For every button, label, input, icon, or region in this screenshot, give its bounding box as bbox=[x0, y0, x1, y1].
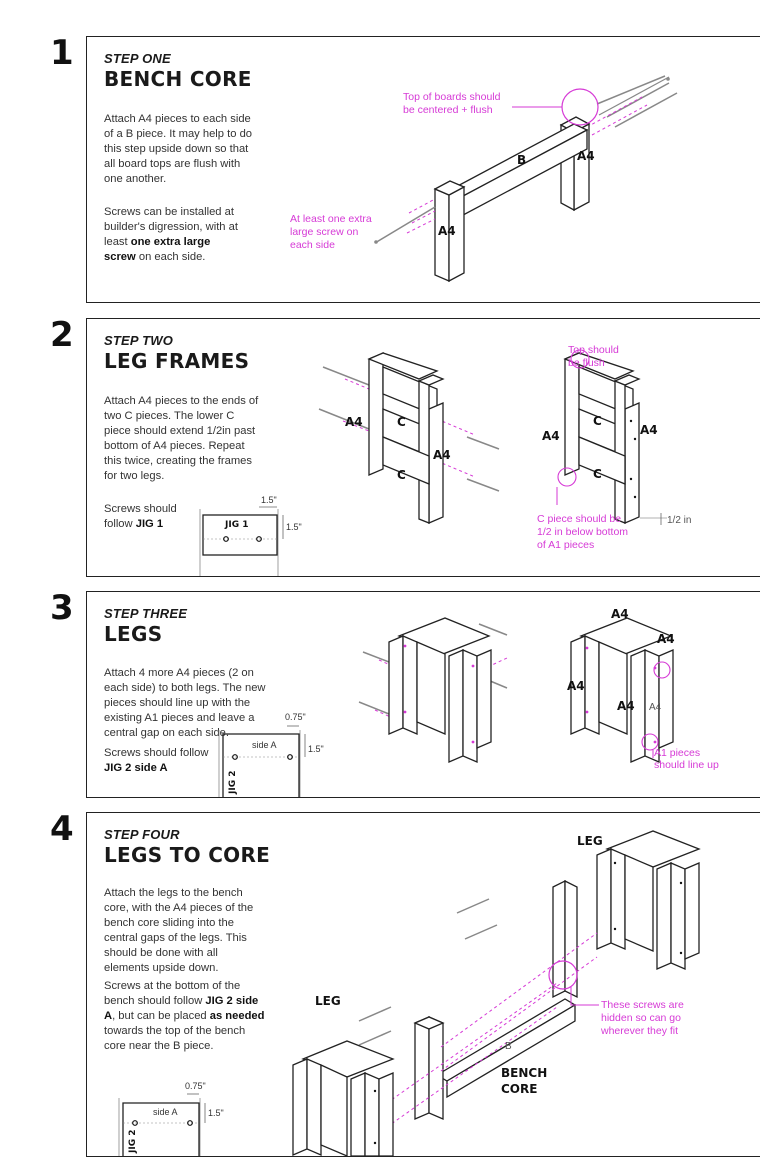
bench-core-diagram bbox=[87, 37, 760, 302]
jig-two bbox=[119, 1081, 224, 1156]
jig-two bbox=[219, 712, 324, 797]
step-screw-note: Screws should follow JIG 1 bbox=[104, 503, 177, 530]
step-title: BENCH CORE bbox=[104, 67, 252, 91]
legs-diagram bbox=[87, 592, 760, 797]
step-title: LEG FRAMES bbox=[104, 349, 250, 373]
svg-text:0.75": 0.75" bbox=[185, 1081, 206, 1091]
svg-text:C: C bbox=[593, 414, 602, 428]
svg-text:LEG: LEG bbox=[315, 994, 341, 1008]
svg-text:1.5": 1.5" bbox=[208, 1108, 224, 1118]
step-screw-note: Screws can be installed at builder's digression, with at least one extra large screw on each side. bbox=[104, 206, 238, 263]
svg-text:A1 pieces: A1 pieces bbox=[654, 747, 701, 759]
leg-frame-a bbox=[319, 353, 499, 523]
svg-text:These screws are: These screws are bbox=[601, 999, 684, 1011]
svg-text:A4: A4 bbox=[640, 423, 658, 437]
piece-label: B bbox=[517, 153, 527, 167]
svg-text:C: C bbox=[397, 415, 406, 429]
note-text: each side bbox=[290, 239, 335, 251]
svg-text:should line up: should line up bbox=[654, 759, 719, 771]
svg-text:1.5": 1.5" bbox=[286, 522, 302, 532]
piece-label: A4 bbox=[577, 149, 595, 163]
leg-label: LEG bbox=[577, 834, 603, 848]
step-number: 2 bbox=[50, 315, 74, 355]
svg-text:A4: A4 bbox=[649, 702, 662, 713]
leg-a bbox=[359, 618, 507, 762]
step-two-panel bbox=[86, 318, 760, 577]
step-description: Attach A4 pieces to each side of a B piece. It may help to do this step upside down so that all board tops are flush with one another. bbox=[104, 113, 253, 185]
step-label: STEP TWO bbox=[104, 333, 174, 348]
svg-text:A4: A4 bbox=[567, 679, 585, 693]
svg-text:A4: A4 bbox=[617, 699, 635, 713]
svg-text:1.5": 1.5" bbox=[261, 495, 277, 505]
note-text: be centered + flush bbox=[403, 104, 493, 116]
svg-text:1/2 in: 1/2 in bbox=[667, 515, 692, 526]
step-label: STEP THREE bbox=[104, 606, 188, 621]
svg-text:BENCH: BENCH bbox=[501, 1066, 548, 1080]
note-text: At least one extra bbox=[290, 213, 372, 225]
svg-text:hidden so can go: hidden so can go bbox=[601, 1012, 681, 1024]
step-title: LEGS bbox=[104, 622, 163, 646]
svg-text:C: C bbox=[593, 467, 602, 481]
step-four-panel bbox=[86, 812, 760, 1157]
step-three-panel bbox=[86, 591, 760, 798]
leg-right bbox=[597, 831, 699, 969]
step-screw-note: Screws should follow JIG 2 side A bbox=[104, 747, 209, 774]
note-text: Top of boards should bbox=[403, 91, 501, 103]
leg-frames-diagram bbox=[87, 319, 760, 576]
step-number: 4 bbox=[50, 809, 74, 849]
step-label: STEP FOUR bbox=[104, 827, 180, 842]
step-label: STEP ONE bbox=[104, 51, 171, 66]
svg-text:JIG 2: JIG 2 bbox=[228, 770, 238, 794]
svg-text:1.5": 1.5" bbox=[308, 744, 324, 754]
legs-to-core-diagram bbox=[87, 813, 760, 1156]
svg-text:of A1 pieces: of A1 pieces bbox=[537, 539, 595, 551]
svg-text:JIG 1: JIG 1 bbox=[225, 520, 249, 530]
step-number: 3 bbox=[50, 588, 74, 628]
svg-text:A4: A4 bbox=[345, 415, 363, 429]
step-screw-note: Screws at the bottom of the bench should follow JIG 2 side A, but can be placed as needed towards the top of the bench core near the B piece. bbox=[104, 980, 265, 1052]
svg-text:Top should: Top should bbox=[568, 344, 619, 356]
step-description: Attach the legs to the bench core, with the A4 pieces of the bench core sliding into the central gaps of the legs. This should be done with all elements upside down. bbox=[104, 887, 254, 974]
step-title: LEGS TO CORE bbox=[104, 843, 271, 867]
step-one-panel bbox=[86, 36, 760, 303]
svg-text:be flush: be flush bbox=[568, 357, 605, 369]
svg-text:B: B bbox=[505, 1041, 512, 1052]
svg-text:A4: A4 bbox=[657, 632, 675, 646]
svg-text:JIG 2: JIG 2 bbox=[128, 1129, 138, 1153]
svg-text:A4: A4 bbox=[433, 448, 451, 462]
svg-text:C: C bbox=[397, 468, 406, 482]
svg-text:0.75": 0.75" bbox=[285, 712, 306, 722]
svg-text:side A: side A bbox=[252, 740, 277, 750]
leg-frame-b bbox=[537, 344, 691, 551]
step-description: Attach 4 more A4 pieces (2 on each side) to both legs. The new pieces should line up with the existing A1 pieces and leave a central gap on each side. bbox=[104, 667, 266, 739]
svg-text:A4: A4 bbox=[542, 429, 560, 443]
svg-text:CORE: CORE bbox=[501, 1082, 538, 1096]
svg-text:wherever they fit: wherever they fit bbox=[601, 1025, 679, 1037]
leg-b bbox=[567, 607, 719, 771]
piece-label: A4 bbox=[438, 224, 456, 238]
svg-text:C piece should be: C piece should be bbox=[537, 513, 622, 525]
jig-one bbox=[200, 495, 302, 576]
svg-text:1/2 in below bottom: 1/2 in below bottom bbox=[537, 526, 629, 538]
note-text: large screw on bbox=[290, 226, 359, 238]
leg-left bbox=[293, 994, 393, 1156]
svg-text:A4: A4 bbox=[611, 607, 629, 621]
svg-text:side A: side A bbox=[153, 1107, 178, 1117]
step-description: Attach A4 pieces to the ends of two C pieces. The lower C piece should extend 1/2in past bottom of A4 pieces. Repeat this twice, creating the frames for two legs. bbox=[104, 395, 259, 482]
step-number: 1 bbox=[50, 33, 74, 73]
